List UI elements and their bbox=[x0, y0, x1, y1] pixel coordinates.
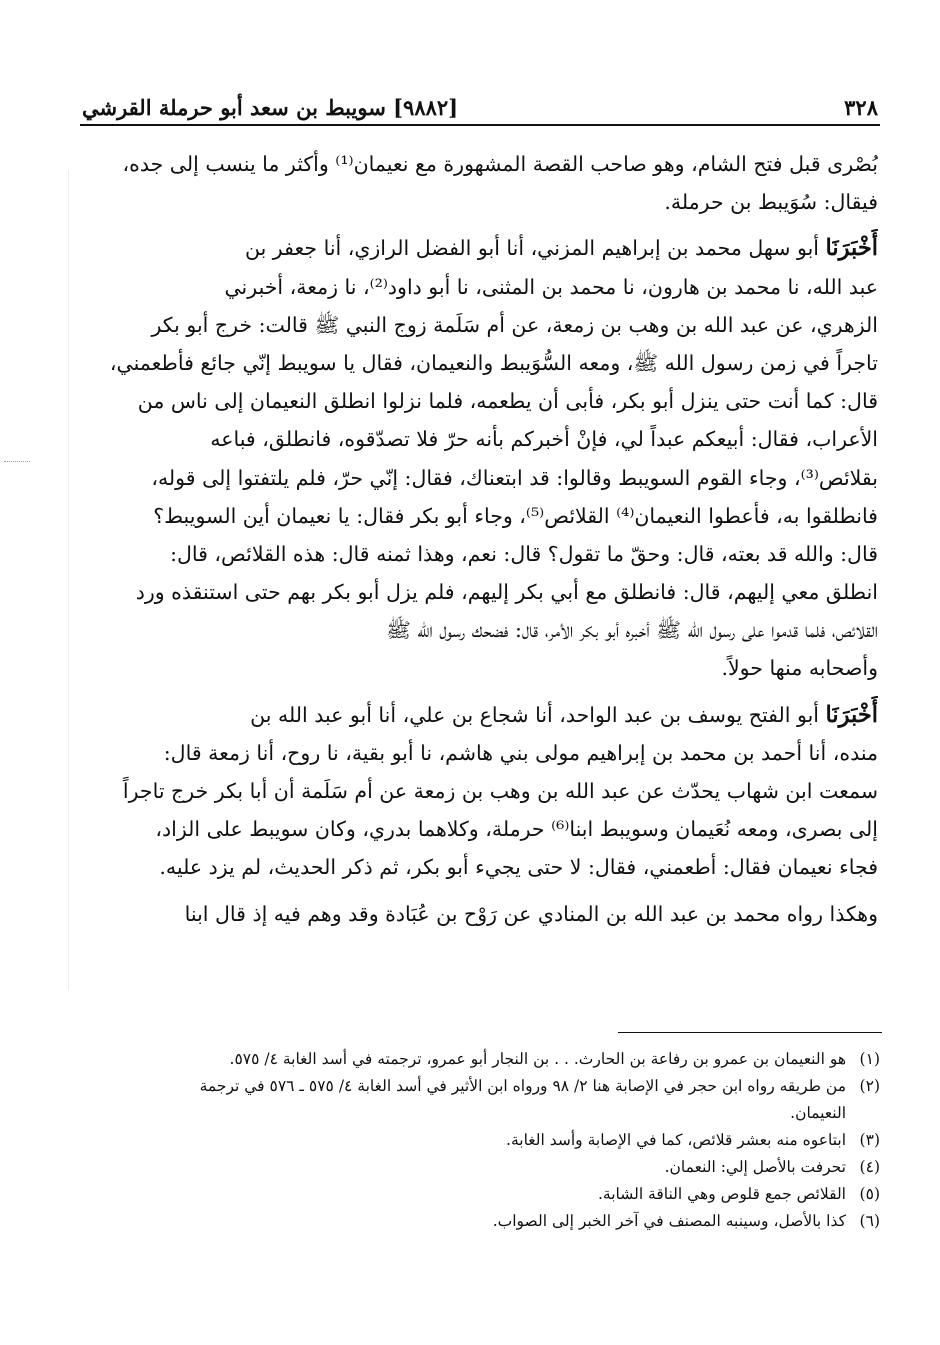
text-line: وهكذا رواه محمد بن عبد الله بن المنادي عن رَوْح بن عُبَادة وقد وهم فيه إذ قال ابنا bbox=[184, 901, 878, 926]
running-title: [٩٨٨٢] سويبط بن سعد أبو حرملة القرشي bbox=[82, 95, 459, 120]
header-rule bbox=[80, 124, 880, 126]
text-line: فجاء نعيمان فقال: أطعمني، فقال: لا حتى يجيء أبو بكر، ثم ذكر الحديث، لم يزد عليه. bbox=[159, 855, 878, 880]
page-number: ٣٢٨ bbox=[844, 95, 878, 120]
text-line: إلى بصرى، ومعه نُعَيمان وسويبط ابنا⁽⁶⁾ حرملة، وكلاهما بدري، وكان سويبط على الزاد، bbox=[155, 817, 878, 842]
paragraph-1 bbox=[80, 145, 878, 221]
paragraph-2 bbox=[80, 229, 878, 687]
footnote-rule bbox=[618, 1032, 882, 1033]
footnote-number: (٦) bbox=[859, 1212, 880, 1230]
footnote-number: (٢) bbox=[859, 1077, 880, 1095]
text-line: قال: كما أنت حتى ينزل أبو بكر، فأبى أن يطعمه، فلما نزلوا انطلق النعيمان إلى ناس من bbox=[137, 389, 878, 414]
paragraph-4 bbox=[80, 895, 878, 933]
text-line: الأعراب، فقال: أبيعكم عبداً لي، فإنْ أخبركم بأنه حرّ فلا تصدّقوه، فانطلق، فباعه bbox=[210, 427, 878, 452]
footnote-3 bbox=[82, 1127, 880, 1154]
footnote-2 bbox=[82, 1073, 880, 1127]
footnote-text: القلائص جمع قلوص وهي الناقة الشابة. bbox=[598, 1185, 846, 1203]
footnote-4 bbox=[82, 1154, 880, 1181]
footnote-number: (٥) bbox=[859, 1185, 880, 1203]
footnote-text: ابتاعوه منه بعشر قلائص، كما في الإصابة وأسد الغابة. bbox=[506, 1131, 846, 1149]
footnote-6 bbox=[82, 1208, 880, 1235]
text-line: انطلق معي إليهم، قال: فانطلق مع أبي بكر إليهم، فلم يزل أبو بكر بهم حتى استنقذه ورد bbox=[135, 580, 878, 605]
footnote-1 bbox=[82, 1046, 880, 1073]
text-line: أَخْبَرَنَا أبو الفتح يوسف بن عبد الواحد، أنا شجاع بن علي، أنا أبو عبد الله بن bbox=[250, 701, 878, 728]
footnotes bbox=[82, 1046, 880, 1235]
akhbarana-heading: أَخْبَرَنَا bbox=[825, 235, 878, 262]
footnote-text: هو النعيمان بن عمرو بن رفاعة بن الحارث. . . بن النجار أبو عمرو، ترجمته في أسد الغابة ٤/ ٥٧٥. bbox=[229, 1050, 846, 1068]
text-line: فانطلقوا به، فأعطوا النعيمان⁽⁴⁾ القلائص⁽⁵⁾، وجاء أبو بكر فقال: يا نعيمان أين السويبط؟ bbox=[153, 503, 878, 528]
akhbarana-heading: أَخْبَرَنَا bbox=[825, 701, 878, 728]
text-line: منده، أنا أحمد بن محمد بن إبراهيم مولى بني هاشم، نا أبو بقية، نا روح، أنا زمعة قال: bbox=[163, 740, 878, 765]
footnote-5 bbox=[82, 1181, 880, 1208]
text-line: القلائص، فلما قدموا على رسول الله ﷺ أخبره أبو بكر الأمر، قال: فضحك رسول الله ﷺ bbox=[386, 618, 878, 643]
footnote-number: (٤) bbox=[859, 1158, 880, 1176]
text-line: الزهري، عن عبد الله بن وهب بن زمعة، عن أم سَلَمة زوج النبي ﷺ قالت: خرج أبو بكر bbox=[151, 312, 878, 337]
text-line: بقلائص⁽³⁾، وجاء القوم السويبط وقالوا: قد ابتعناك، فقال: إنّي حرّ، فلم يلتفتوا إلى قوله، bbox=[151, 465, 878, 490]
margin-mark bbox=[4, 461, 30, 462]
paragraph-3 bbox=[80, 696, 878, 887]
main-text bbox=[80, 145, 878, 933]
margin-line bbox=[68, 170, 69, 990]
text-line: عبد الله، نا محمد بن هارون، نا محمد بن المثنى، نا أبو داود⁽²⁾، نا زمعة، أخبرني bbox=[224, 274, 878, 299]
page-header bbox=[82, 78, 878, 118]
footnote-text: من طريقه رواه ابن حجر في الإصابة هنا ٢/ ٩٨ ورواه ابن الأثير في أسد الغابة ٤/ ٥٧٥ ـ ٥٧٦ في ترجمة bbox=[199, 1077, 846, 1095]
footnote-number: (١) bbox=[859, 1050, 880, 1068]
text-line: بُصْرى قبل فتح الشام، وهو صاحب القصة المشهورة مع نعيمان⁽¹⁾ وأكثر ما ينسب إلى جده، bbox=[122, 152, 878, 176]
footnote-text: تحرفت بالأصل إلي: النعمان. bbox=[664, 1158, 846, 1176]
text-line: وأصحابه منها حولاً. bbox=[721, 656, 878, 681]
footnote-text: النعيمان. bbox=[790, 1104, 846, 1122]
footnote-number: (٣) bbox=[859, 1131, 880, 1149]
text-line: سمعت ابن شهاب يحدّث عن عبد الله بن وهب بن زمعة عن أم سَلَمة أن أبا بكر خرج تاجراً bbox=[122, 779, 878, 803]
footnote-text: كذا بالأصل، وسينبه المصنف في آخر الخبر إلى الصواب. bbox=[492, 1212, 846, 1230]
text-line: فيقال: سُوَيبط بن حرملة. bbox=[664, 190, 878, 215]
text-line: أَخْبَرَنَا أبو سهل محمد بن إبراهيم المزني، أنا أبو الفضل الرازي، أنا جعفر بن bbox=[244, 235, 878, 262]
text-line: قال: والله قد بعته، قال: وحقّ ما تقول؟ قال: نعم، وهذا ثمنه قال: هذه القلائص، قال: bbox=[170, 541, 878, 566]
text-line: تاجراً في زمن رسول الله ﷺ، ومعه السُّوَيبط والنعيمان، فقال يا سويبط إنّي جائع فأطعمني، bbox=[109, 350, 878, 375]
